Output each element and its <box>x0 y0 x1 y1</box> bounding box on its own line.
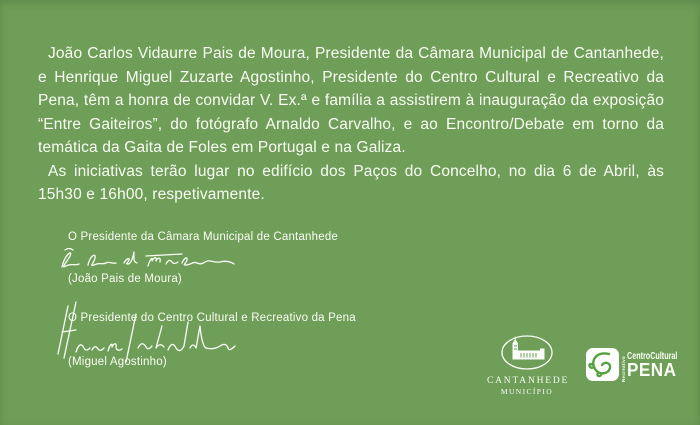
signature-title-pena-president: O Presidente do Centro Cultural e Recreativo da Pena <box>68 312 356 324</box>
invitation-paragraph-1: João Carlos Vidaurre Pais de Moura, Presidente da Câmara Municipal de Cantanhede, e Henrique Miguel Zuzarte Agostinho, Presidente do Centro Cultural e Recreativo da Pena, têm a honra de convidar V. Ex.ª e família a assistirem à inauguração da exposição “Entre Gaiteiros”, do fotógrafo Arnaldo Carvalho, e ao Encontro/Debate em torno da temática da Gaita de Foles em Portugal e na Galiza. <box>38 45 664 156</box>
cantanhede-crest-icon <box>499 333 555 373</box>
pena-bagpipe-icon <box>586 348 619 381</box>
pena-logo-line1: CentroCultural <box>627 351 678 362</box>
signature-caption-pena-president: (Miguel Agostinho) <box>68 356 167 368</box>
pena-logo-line2: PENA <box>627 360 677 380</box>
invitation-text <box>38 42 664 207</box>
centro-cultural-pena-logo <box>586 347 678 382</box>
pena-vertical-label: Recreativo <box>621 355 626 382</box>
signature-caption-mayor: (João Pais de Moura) <box>68 273 182 285</box>
cantanhede-municipality-logo <box>487 333 570 396</box>
cantanhede-logo-name: CANTANHEDE <box>487 376 570 386</box>
signature-block-mayor <box>56 230 376 292</box>
handwritten-signature-joao-pais-de-moura <box>56 244 251 274</box>
invitation-paragraph-2: As iniciativas terão lugar no edifício dos Paços do Concelho, no dia 6 de Abril, às 15h30 e 16h00, respetivamente. <box>38 162 664 203</box>
pena-logo-text <box>627 351 697 379</box>
pena-icon-tile <box>586 348 619 381</box>
cantanhede-logo-subtitle: MUNICÍPIO <box>500 387 554 396</box>
signature-title-mayor: O Presidente da Câmara Municipal de Cantanhede <box>68 231 339 243</box>
signature-block-pena-president <box>56 296 376 376</box>
